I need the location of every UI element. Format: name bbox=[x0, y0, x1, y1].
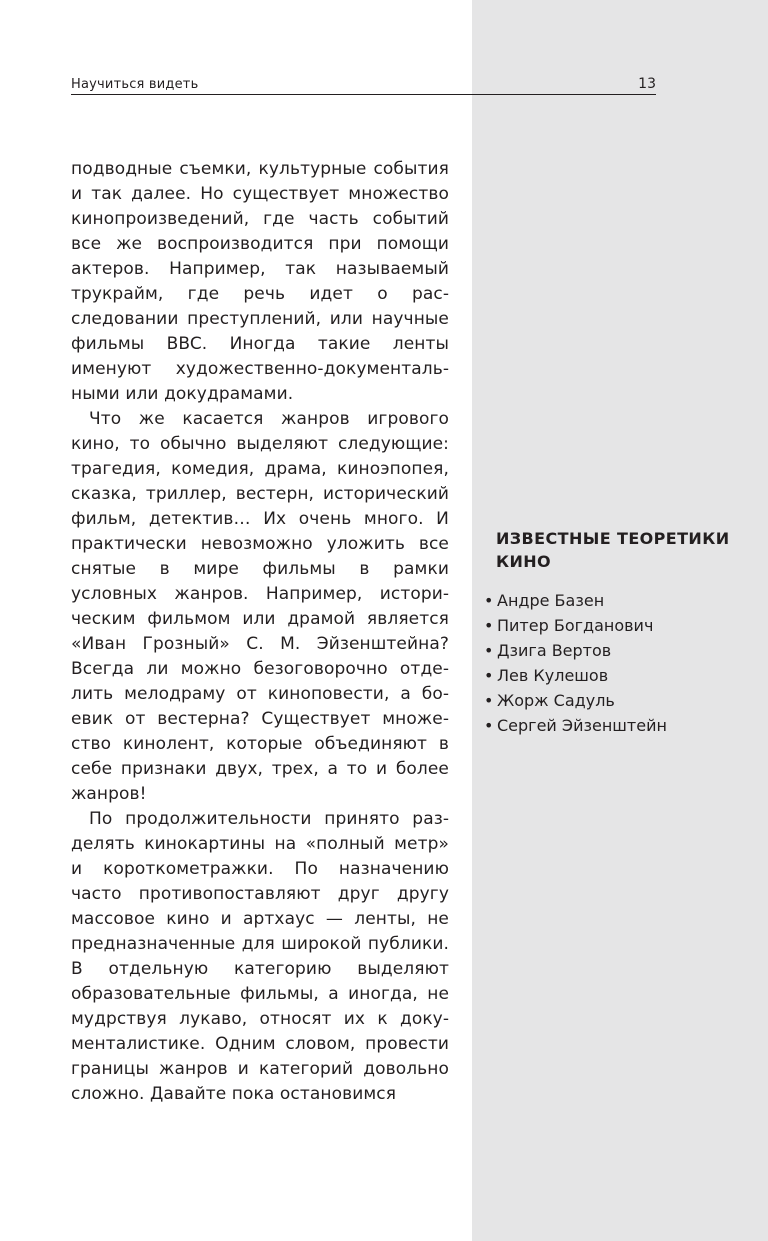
paragraph: По продолжительности принято разделять кинокартины на «полный метр» и короткометражки. По назначению часто противопоставляют друг другу массовое кино и артхаус — ленты, не предназначенные для широкой публики. В отдельную категорию выделяют образовательные фильмы, а иногда, не мудрствуя лукаво, относят их к документалистике. Одним словом, провести границы жанров и категорий довольно сложно. Давайте пока остановимся bbox=[71, 809, 449, 1104]
bullet-icon: • bbox=[484, 716, 494, 735]
sidebar-title: ИЗВЕСТНЫЕ ТЕОРЕТИКИ КИНО bbox=[496, 529, 730, 571]
list-item-label: Дзига Вертов bbox=[497, 641, 612, 660]
main-text bbox=[71, 157, 449, 1107]
header-rule bbox=[71, 94, 656, 95]
list-item-label: Жорж Садуль bbox=[497, 691, 615, 710]
list-item bbox=[484, 638, 674, 663]
list-item-label: Андре Базен bbox=[497, 591, 605, 610]
list-item-label: Питер Богданович bbox=[497, 616, 654, 635]
list-item-label: Сергей Эйзенштейн bbox=[497, 716, 667, 735]
paragraph: подводные съемки, культурные события и так далее. Но существует множество кинопроизведений, где часть событий все же воспроизводится при помощи актеров. Например, так называемый трукрайм, где речь идет о расследовании преступлений, или научные фильмы BBC. Иногда такие ленты именуют художественно-документальными или докудрамами. bbox=[71, 159, 449, 404]
list-item bbox=[484, 663, 674, 688]
list-item bbox=[484, 688, 674, 713]
bullet-icon: • bbox=[484, 691, 494, 710]
paragraph: Что же касается жанров игрового кино, то обычно выделяют следующие: трагедия, комедия, драма, киноэпопея, сказка, триллер, вестерн, исторический фильм, детектив… Их очень много. И практически невозможно уложить все снятые в мире фильмы в рамки условных жанров. Например, историческим фильмом или драмой является «Иван Грозный» С. М. Эйзенштейна? Всегда ли можно безоговорочно отделить мелодраму от киноповести, а боевик от вестерна? Существует множество кинолент, которые объединяют в себе признаки двух, трех, а то и более жанров! bbox=[71, 409, 449, 804]
list-item bbox=[484, 613, 674, 638]
list-item bbox=[484, 713, 674, 738]
bullet-icon: • bbox=[484, 591, 494, 610]
list-item bbox=[484, 588, 674, 613]
theorists-list bbox=[484, 588, 674, 738]
list-item-label: Лев Кулешов bbox=[497, 666, 609, 685]
bullet-icon: • bbox=[484, 616, 494, 635]
bullet-icon: • bbox=[484, 641, 494, 660]
bullet-icon: • bbox=[484, 666, 494, 685]
page-number: 13 bbox=[638, 76, 656, 92]
running-title: Научиться видеть bbox=[71, 77, 199, 92]
